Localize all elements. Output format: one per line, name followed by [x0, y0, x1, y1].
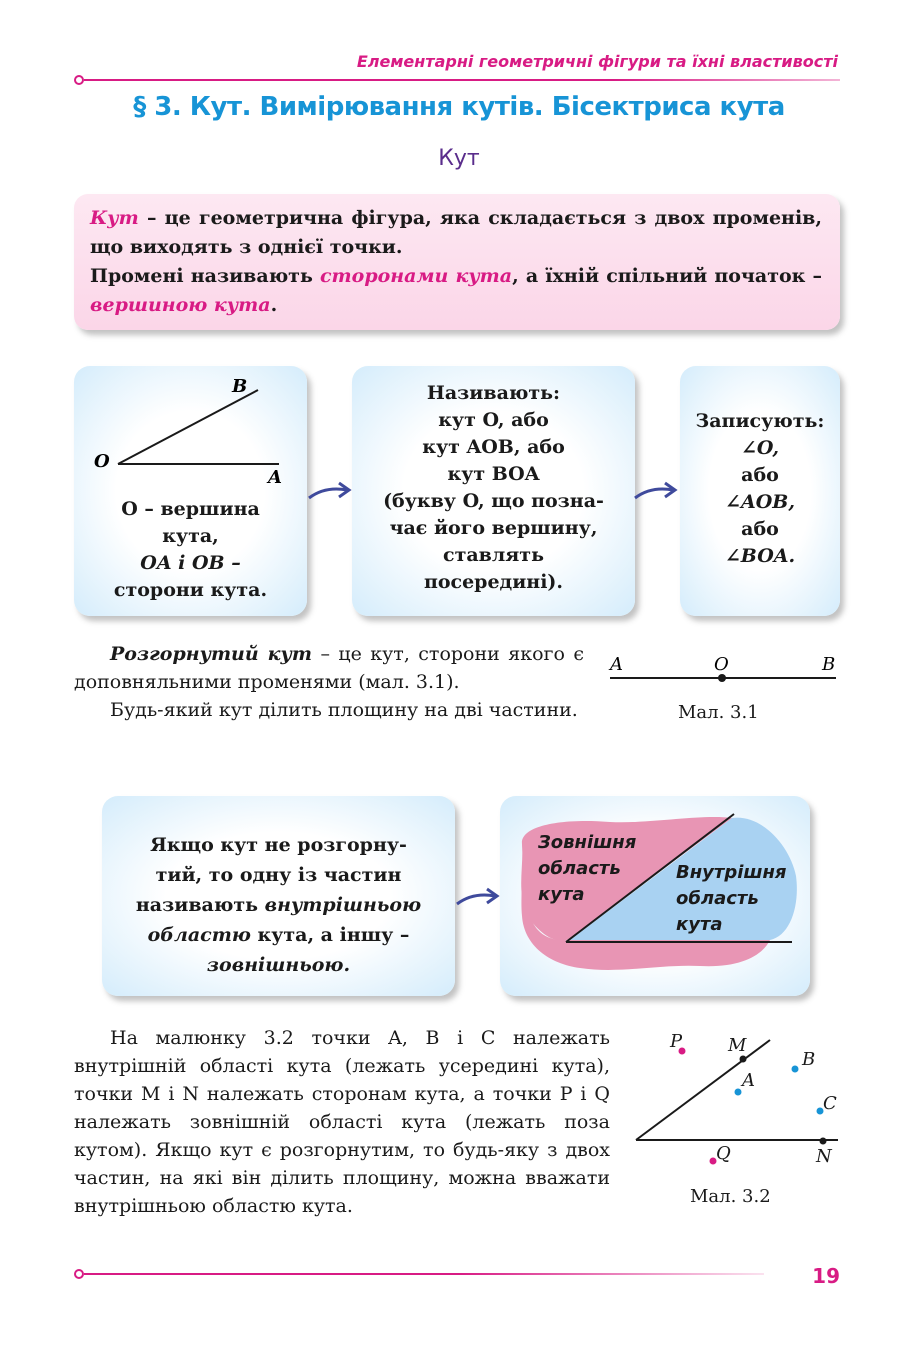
label-a: A — [742, 1070, 755, 1091]
footer-rule-dot — [74, 1269, 84, 1279]
subheading: Кут — [438, 146, 480, 171]
fig31-label-o: O — [714, 654, 729, 675]
definition-text-2a: Промені називають — [90, 265, 320, 287]
naming-card — [352, 366, 635, 616]
section-title: § 3. Кут. Вимірювання кутів. Бісектриса кута — [133, 92, 785, 122]
regions-line: називають — [135, 894, 265, 916]
card2-line: (букву O, що позна- — [383, 490, 604, 512]
definition-end: . — [270, 294, 278, 316]
figure-3-2-text — [74, 1024, 610, 1220]
regions-line: Якщо кут не розгорну- — [150, 834, 407, 856]
label-o: O — [94, 451, 110, 472]
label-b: B — [802, 1049, 816, 1070]
card3-line: Записують: — [695, 410, 825, 432]
regions-figure-card — [500, 796, 810, 996]
point-n — [820, 1138, 827, 1145]
outer-label-2: область — [538, 858, 621, 879]
point-b — [792, 1066, 799, 1073]
label-p: P — [670, 1031, 683, 1052]
sides-term: сторонами кута — [319, 265, 513, 287]
label-n: N — [816, 1146, 832, 1167]
vertex-term: вершиною кута — [90, 294, 271, 316]
definition-text: – це геометрична фігура, яка складається з двох променів, що виходять з однієї точки. — [90, 207, 822, 258]
regions-line: кута, а іншу – — [250, 924, 410, 946]
notation-card — [680, 366, 840, 616]
figure-3-1 — [600, 648, 840, 688]
header-rule — [84, 79, 840, 81]
card2-line: Називають: — [426, 382, 561, 404]
card1-line3: OA і OB – — [140, 552, 241, 574]
running-title: Елементарні геометричні фігури та їхні властивості — [356, 52, 838, 71]
outer-region-term: зовнішньою. — [206, 954, 351, 976]
inner-label-3: кута — [676, 914, 723, 935]
straight-angle-text — [74, 640, 584, 724]
label-q: Q — [716, 1143, 731, 1164]
card3-line: або — [741, 518, 779, 540]
outer-label-3: кута — [538, 884, 585, 905]
card2-line: посередині). — [423, 571, 564, 593]
region-term: областю — [147, 924, 251, 946]
outer-label-1: Зовнішня — [538, 832, 637, 853]
card2-line: кут O, або — [438, 409, 549, 431]
page-number: 19 — [812, 1264, 840, 1288]
figure-3-2-paragraph: На малюнку 3.2 точки A, B і C належать внутрішній області кута (лежать усередині кута), точки M і N належать сторонам кута, а точки P і Q належать зовнішній області кута (лежать поза кутом). Якщо кут є розгорнутим, то будь-яку з двох частин, на які він ділить площину, можна вважати внутрішньою областю кута. — [74, 1027, 610, 1217]
ray-ob — [118, 390, 258, 464]
label-m: M — [728, 1035, 747, 1056]
label-c: C — [823, 1093, 837, 1114]
card2-line: ставлять — [443, 544, 544, 566]
figure-3-2 — [630, 1028, 842, 1178]
point-m — [740, 1056, 747, 1063]
angle-parts-card — [74, 366, 307, 616]
header-rule-dot — [74, 75, 84, 85]
arrow-right-icon — [455, 884, 503, 910]
figure-3-2-caption: Мал. 3.2 — [690, 1186, 771, 1207]
regions-card — [102, 796, 455, 996]
straight-angle-term: Розгорнутий кут — [110, 643, 313, 665]
inner-label-1: Внутрішня — [676, 862, 787, 883]
regions-figure — [500, 796, 810, 996]
figure-3-1-caption: Мал. 3.1 — [678, 702, 759, 723]
fig31-label-b: B — [822, 654, 836, 675]
card2-line: кут BOA — [447, 463, 540, 485]
card1-line1: O – вершина — [121, 498, 260, 520]
label-b: B — [232, 376, 248, 397]
definition-text-2b: , а їхній спільний початок – — [512, 265, 822, 287]
angle-diagram — [74, 366, 307, 496]
card3-line: ∠AOB, — [725, 491, 795, 513]
point-o — [718, 674, 726, 682]
card2-line: чає його вершину, — [389, 517, 598, 539]
definition-term: Кут — [90, 207, 139, 229]
label-a: A — [268, 467, 282, 488]
fig31-label-a: A — [610, 654, 623, 675]
plane-division-text: Будь-який кут ділить площину на дві частини. — [110, 699, 578, 721]
card3-line: ∠O, — [741, 437, 779, 459]
card1-line2: кута, — [162, 525, 219, 547]
card1-line4: сторони кута. — [113, 579, 268, 601]
arrow-right-icon — [307, 478, 355, 504]
arrow-right-icon — [633, 478, 681, 504]
regions-line: тий, то одну із частин — [155, 864, 402, 886]
card3-line: або — [741, 464, 779, 486]
inner-label-2: область — [676, 888, 759, 909]
straight-angle-definition: – це кут, сторони якого є доповняльними променями (мал. 3.1). — [74, 643, 584, 693]
point-a — [735, 1089, 742, 1096]
definition-box — [74, 194, 840, 330]
footer-rule — [84, 1273, 764, 1275]
card3-line: ∠BOA. — [724, 545, 796, 567]
inner-region-term: внутрішньою — [264, 894, 422, 916]
card2-line: кут AOB, або — [422, 436, 565, 458]
